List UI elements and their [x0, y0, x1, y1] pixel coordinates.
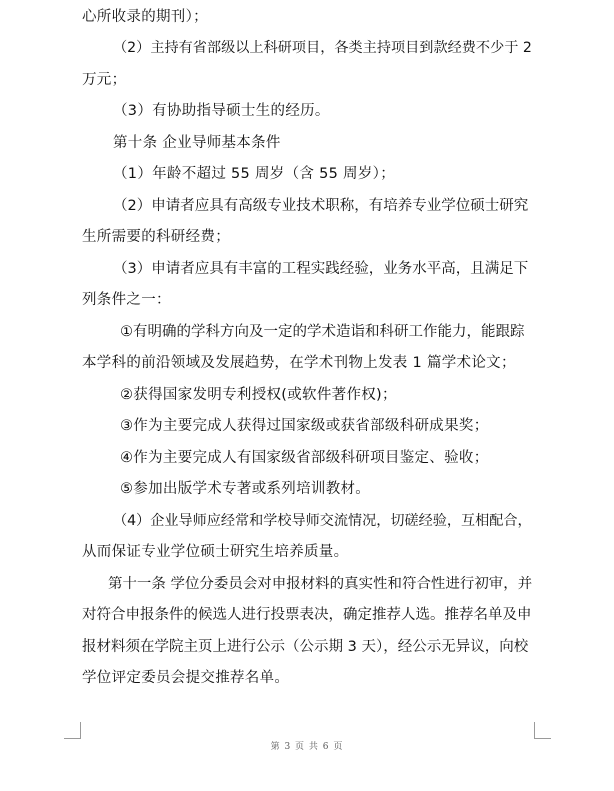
text-line: ②获得国家发明专利授权(或软件著作权)； [120, 387, 397, 403]
text-line: 心所收录的期刊）； [82, 9, 208, 25]
text-line: ④作为主要完成人有国家级省部级科研项目鉴定、验收； [120, 450, 489, 466]
text-line: （3）申请者应具有丰富的工程实践经验，业务水平高，且满足下 [113, 261, 529, 277]
text-line: ⑤参加出版学术专著或系列培训教材。 [120, 481, 371, 497]
text-line: ①有明确的学科方向及一定的学术造诣和科研工作能力，能跟踪 [120, 324, 525, 340]
text-line: （1）年龄不超过 55 周岁（含 55 周岁）； [113, 166, 396, 182]
page-footer: 第 3 页 共 6 页 [270, 742, 344, 752]
text-line: 万元； [82, 72, 127, 88]
text-line: （3）有协助指导硕士生的经历。 [113, 103, 330, 119]
text-line: 学位评定委员会提交推荐名单。 [82, 670, 290, 686]
text-line: （2）申请者应具有高级专业技术职称，有培养专业学位硕士研究 [113, 198, 529, 214]
text-line: 列条件之一： [82, 292, 171, 308]
text-line: 报材料须在学院主页上进行公示（公示期 3 天），经公示无异议，向校 [82, 639, 529, 655]
text-line: ③作为主要完成人获得过国家级或获省部级科研成果奖； [120, 418, 489, 434]
text-line: 从而保证专业学位硕士研究生培养质量。 [82, 544, 349, 560]
article-heading: 第十一条 学位分委员会对申报材料的真实性和符合性进行初审，并 [108, 576, 533, 592]
text-line: 生所需要的科研经费； [82, 229, 230, 245]
text-line: 本学科的前沿领域及发展趋势，在学术刊物上发表 1 篇学术论文； [82, 355, 516, 371]
article-heading: 第十条 企业导师基本条件 [113, 135, 281, 151]
text-line: （4）企业导师应经常和学校导师交流情况，切磋经验，互相配合， [113, 513, 532, 529]
text-line: 对符合申报条件的候选人进行投票表决，确定推荐人选。推荐名单及申 [82, 607, 532, 623]
page-corner-mark-right [534, 722, 551, 739]
text-line: （2）主持有省部级以上科研项目，各类主持项目到款经费不少于 2 [113, 40, 532, 56]
page-corner-mark-left [64, 722, 81, 739]
